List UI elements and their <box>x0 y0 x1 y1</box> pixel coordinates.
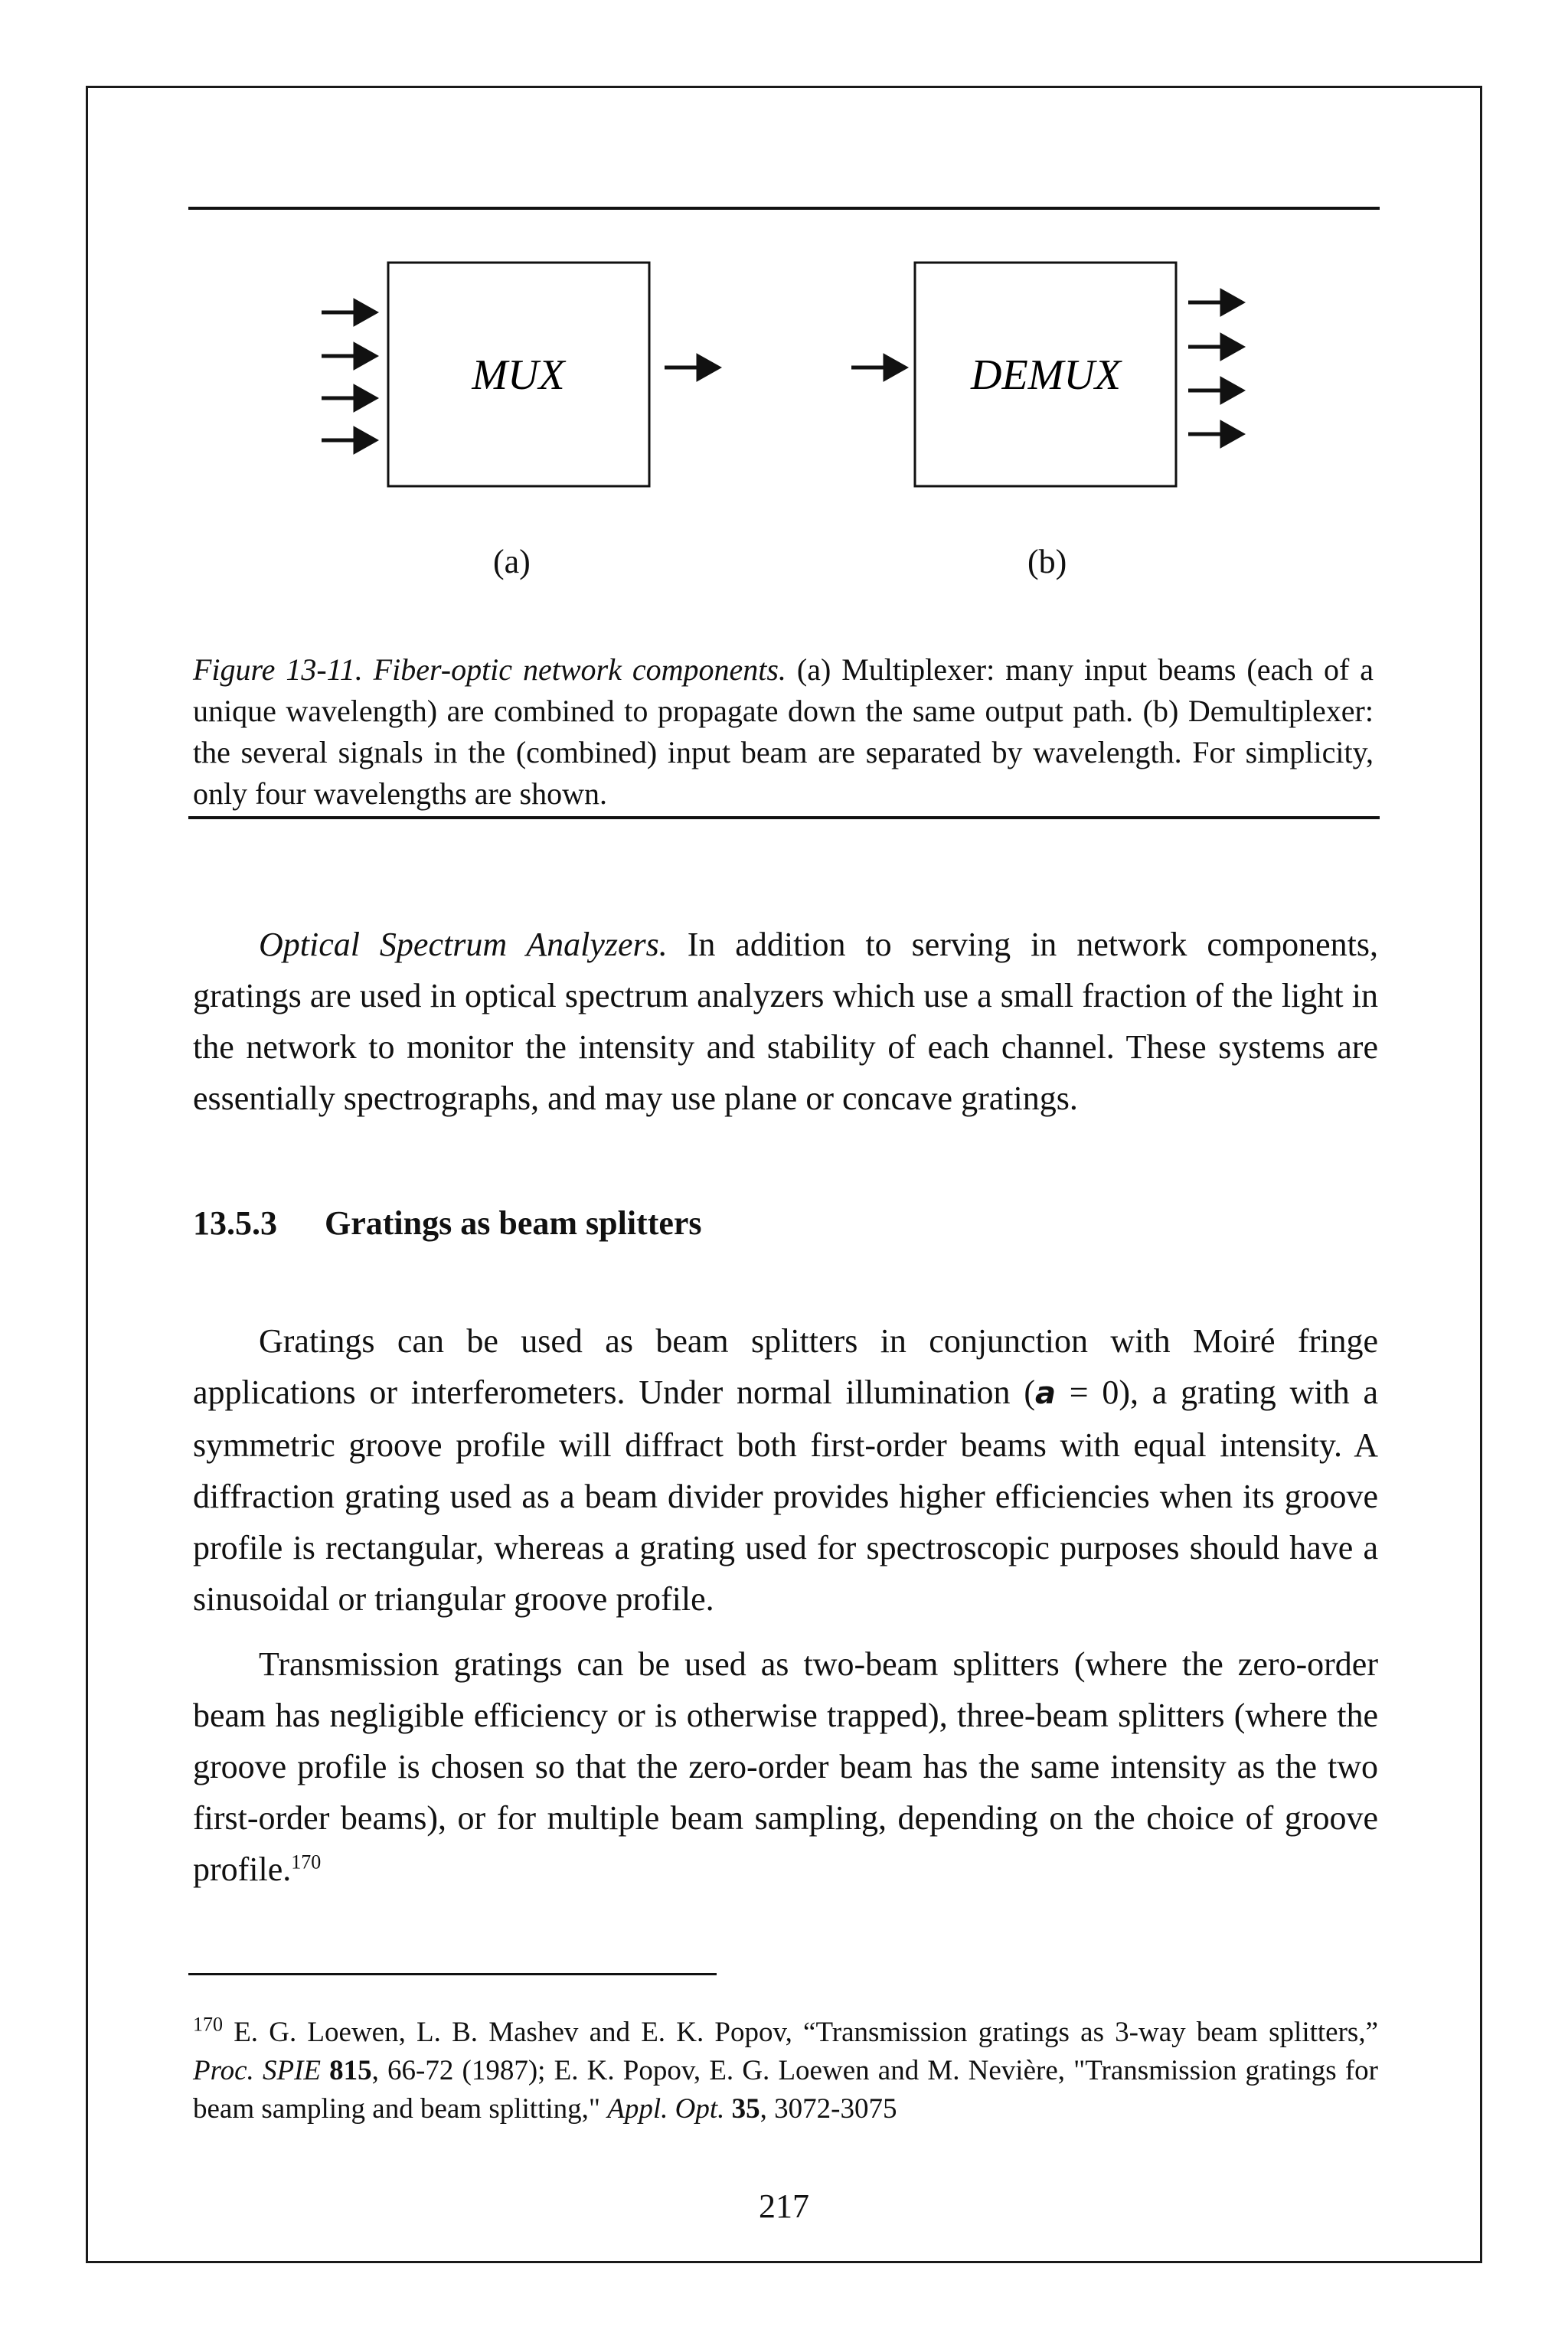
footnote-rule <box>188 1973 717 1975</box>
demux-input-arrow <box>851 354 908 381</box>
mux-output-arrow <box>665 354 721 381</box>
footnote-marker: 170 <box>193 2013 223 2036</box>
paragraph-spectrum-analyzers: Optical Spectrum Analyzers. In addition to serving in network components, gratings are used in optical spectrum analyzers which use a small fraction of the light in the network to monitor the intensity and stability of each channel. These systems are essentially spectrographs, and may use plane or concave gratings. <box>193 926 1378 1117</box>
subfigure-label-a: (a) <box>493 543 531 580</box>
section-heading <box>193 1204 702 1243</box>
section-title: Gratings as beam splitters <box>325 1204 702 1242</box>
figure-caption <box>193 649 1374 815</box>
mux-demux-diagram <box>0 0 1568 689</box>
footnote: $^{170}$ E. G. Loewen, L. B. Mashev and E. K. Popov, “Transmission gratings as 3-way beam splitters,” Proc. SPIE 815, 66-72 (1987); E. K. Popov, E. G. Loewen and M. Nevière, "Transmission gratings for beam sampling and beam splitting," Appl. Opt. 35, 3072-3075 <box>193 2013 1378 2125</box>
demux-output-arrows <box>1188 289 1245 448</box>
mux-label: MUX <box>472 351 565 399</box>
paragraph-transmission-gratings: Transmission gratings can be used as two-beam splitters (where the zero-order beam has negligible efficiency or is otherwise trapped), three-beam splitters (where the groove profile is chosen so that the zero-order beam has the same intensity as the two first-order beams), or for multiple beam sampling, depending on the choice of groove profile.$^{170}$ <box>193 1645 1378 1888</box>
footnote-ref: 170 <box>291 1851 322 1873</box>
demux-label: DEMUX <box>971 351 1121 399</box>
figure-bottom-rule <box>188 816 1380 819</box>
section-number: 13.5.3 <box>193 1204 277 1242</box>
figure-caption-title: Figure 13-11. Fiber-optic network components. <box>193 652 786 687</box>
subfigure-label-b: (b) <box>1027 543 1067 580</box>
paragraph-beam-splitters: Gratings can be used as beam splitters in conjunction with Moiré fringe applications or interferometers. Under normal illumination (a = 0), a grating with a symmetric groove profile will diffract both first-order beams with equal intensity. A diffraction grating used as a beam divider provides higher efficiencies when its groove profile is rectangular, whereas a grating used for spectroscopic purposes should have a sinusoidal or triangular groove profile. <box>193 1322 1378 1618</box>
alpha-symbol: a <box>1034 1376 1056 1411</box>
mux-input-arrows <box>322 299 378 454</box>
figure-caption-text: (a) Multiplexer: many input beams (each of a unique wavelength) are combined to propagate down the same output path. (b) Demultiplexer: the several signals in the (combined) input beam are separated by wavelength. For simplicity, only four wavelengths are shown. <box>193 652 1374 811</box>
page-number: 217 <box>759 2187 809 2225</box>
paragraph-lead: Optical Spectrum Analyzers. <box>259 926 668 963</box>
